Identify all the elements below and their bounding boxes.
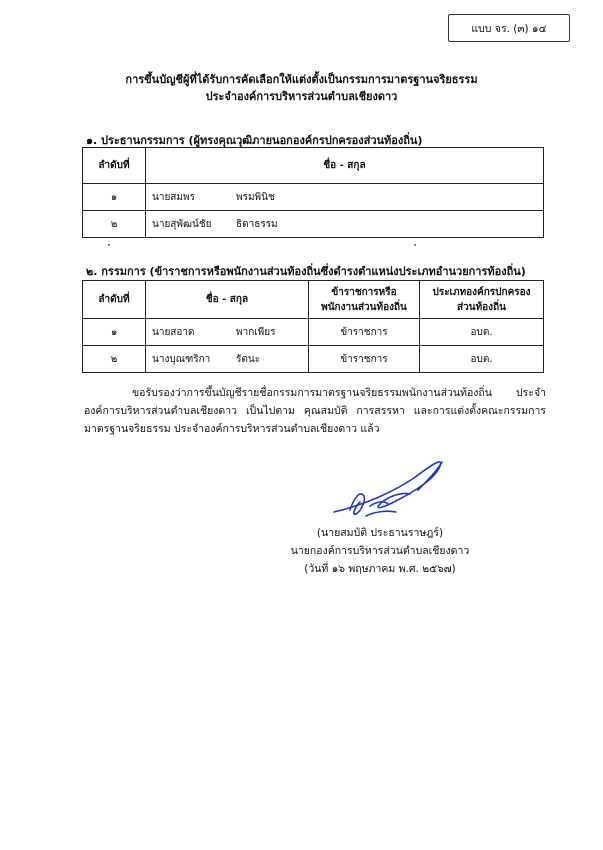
row-fullname [146,184,544,211]
col-type-line2: พนักงานส่วนท้องถิ่น [321,301,407,313]
row-org: อบต. [420,319,544,346]
scan-speck [108,244,110,246]
table-row [83,211,544,238]
scan-speck [414,244,416,246]
form-code-box [448,14,570,42]
first-name: นายสุพัฒน์ชัย [152,218,212,230]
col-type [309,281,420,319]
first-name: นายสอาด [152,326,195,338]
first-name: นายสมพร [152,191,195,203]
row-number: ๒ [83,211,146,238]
row-number: ๑ [83,319,146,346]
col-name: ชื่อ - สกุล [146,148,544,184]
document-title: การขึ้นบัญชีผู้ที่ได้รับการคัดเลือกให้แต่งตั้งเป็นกรรมการมาตรฐานจริยธรรม [125,73,478,86]
chairman-table [82,147,544,238]
row-number: ๒ [83,346,146,373]
members-table [82,280,544,373]
last-name: รัตนะ [236,353,261,365]
col-name: ชื่อ - สกุล [146,281,309,319]
last-name: พากเพียร [236,326,276,338]
certification-paragraph [84,384,546,438]
row-type: ข้าราชการ [309,319,420,346]
last-name: ธิดาธรรม [236,218,278,230]
col-order: ลำดับที่ [83,281,146,319]
form-code: แบบ จร. (๓) ๑๔ [471,22,547,35]
row-fullname [146,211,544,238]
first-name: นางบุณฑริกา [152,353,211,365]
signer-position: นายกองค์การบริหารส่วนตำบลเชียงดาว [290,545,470,557]
col-org-line2: ส่วนท้องถิ่น [457,301,506,313]
handwritten-signature [330,452,452,522]
row-number: ๑ [83,184,146,211]
col-type-line1: ข้าราชการหรือ [331,286,397,298]
signature-date: (วันที่ ๑๖ พฤษภาคม พ.ศ. ๒๕๖๗) [304,563,456,575]
last-name: พรมพินิช [236,191,275,203]
section1-heading: ๑. ประธานกรรมการ (ผู้ทรงคุณวุฒิภายนอกองค์กรปกครองส่วนท้องถิ่น) [86,134,423,147]
table-header-row [83,281,544,319]
row-org: อบต. [420,346,544,373]
table-header-row [83,148,544,184]
col-org-line1: ประเภทองค์กรปกครอง [432,286,531,298]
section2-heading: ๒. กรรมการ (ข้าราชการหรือพนักงานส่วนท้องถิ่นซึ่งดำรงตำแหน่งประเภทอำนวยการท้องถิ่น) [86,265,526,278]
certification-text: ขอรับรองว่าการขึ้นบัญชีรายชื่อกรรมการมาตรฐานจริยธรรมพนักงานส่วนท้องถิ่น ประจำองค์การบริหารส่วนตำบลเชียงดาว เป็นไปตาม คุณสมบัติ การสรรหา และการแต่งตั้งคณะกรรมการมาตรฐานจริยธรรม ประจำองค์การบริหารส่วนตำบลเชียงดาว แล้ว [84,387,546,435]
document-subtitle: ประจำองค์การบริหารส่วนตำบลเชียงดาว [205,90,398,103]
signer-name: (นายสมบัติ ประธานราษฎร์) [316,527,444,539]
table-row [83,184,544,211]
row-fullname [146,319,309,346]
row-type: ข้าราชการ [309,346,420,373]
col-org [420,281,544,319]
row-fullname [146,346,309,373]
table-row [83,346,544,373]
table-row [83,319,544,346]
col-order: ลำดับที่ [83,148,146,184]
